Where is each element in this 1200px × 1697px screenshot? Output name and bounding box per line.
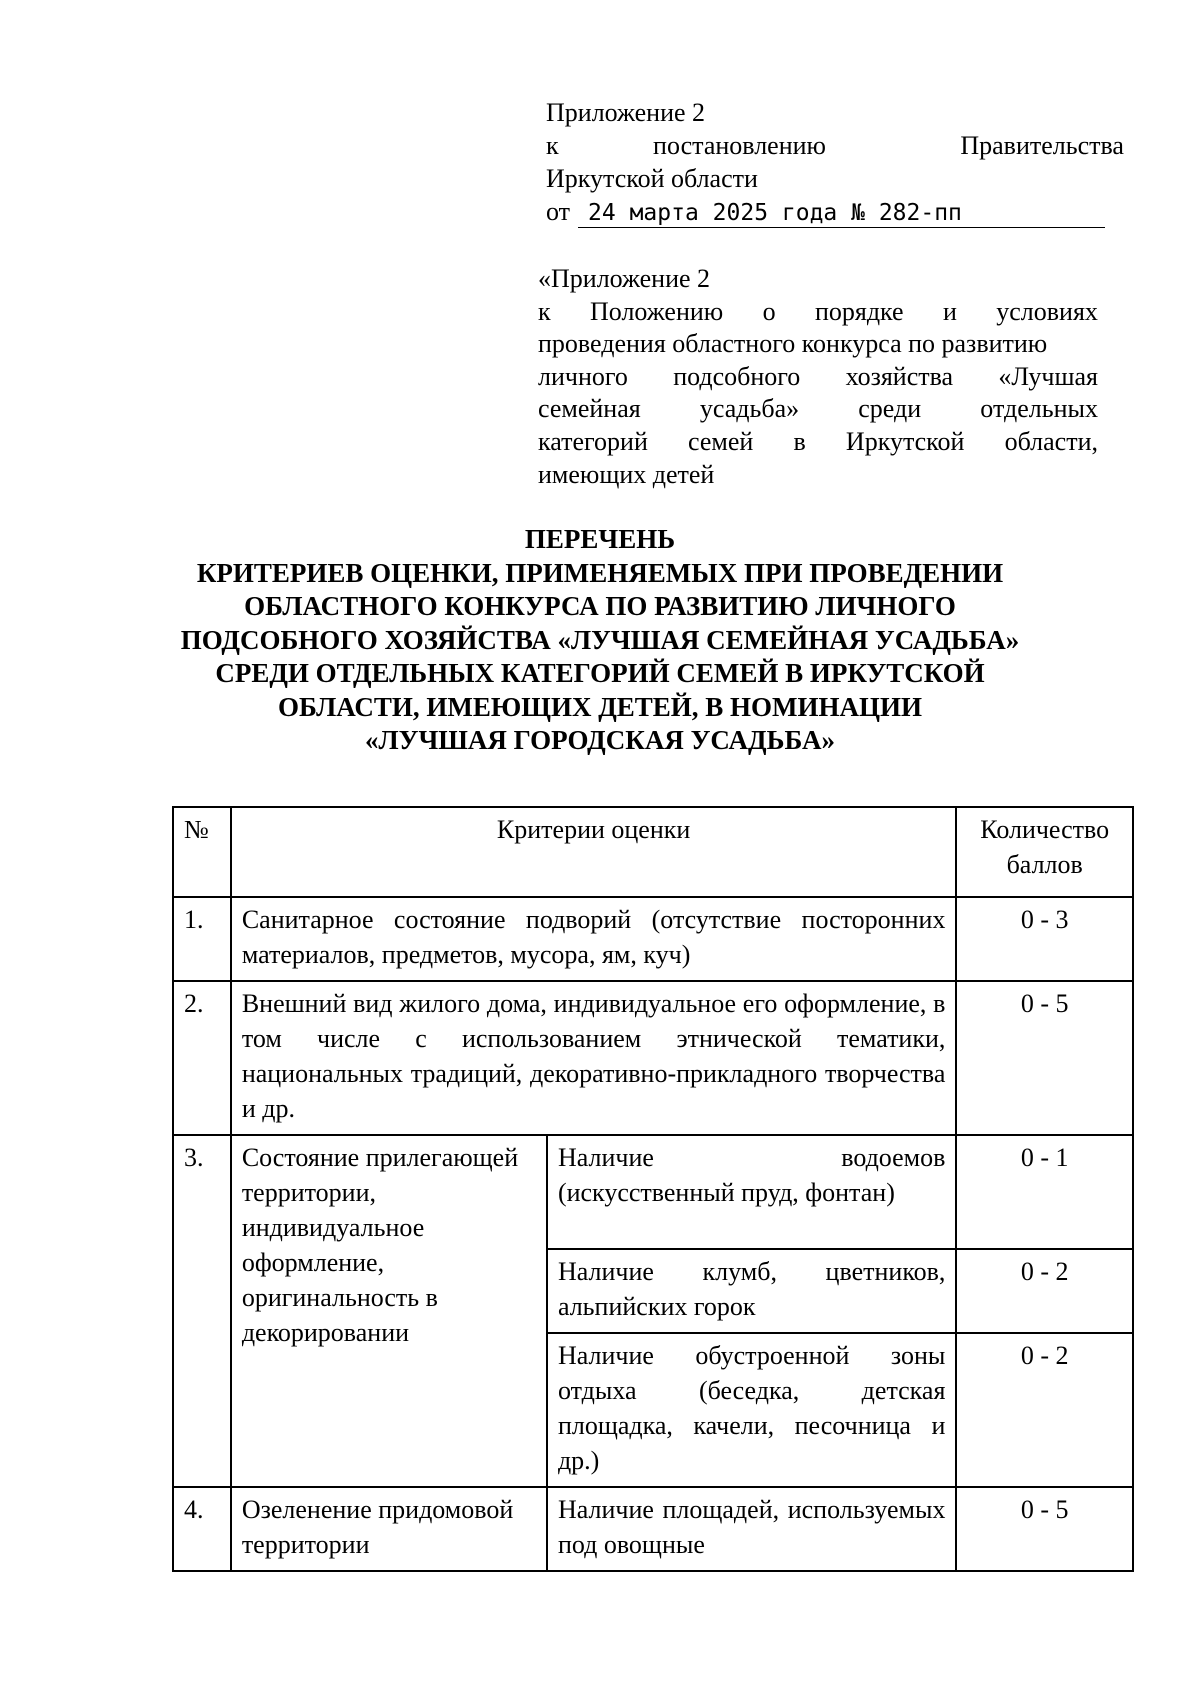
score-range: 0 - 3	[956, 897, 1133, 981]
criteria-table	[172, 806, 1134, 1572]
row-number: 4.	[173, 1487, 231, 1571]
title-line: ПОДСОБНОГО ХОЗЯЙСТВА «ЛУЧШАЯ СЕМЕЙНАЯ УСАДЬБА»	[180, 624, 1020, 655]
date-number-field: 24 марта 2025 года № 282-пп	[578, 199, 1105, 228]
date-line: от 24 марта 2025 года № 282-пп	[546, 195, 1124, 228]
row-number: 2.	[173, 981, 231, 1135]
appendix-label: Приложение 2	[546, 98, 706, 127]
col-header-number: №	[173, 807, 231, 897]
appendix2-label: «Приложение 2	[538, 264, 711, 293]
sub-criterion-text: Наличие площадей, используемых под овощные	[547, 1487, 956, 1571]
criterion-group: Озеленение придомовой территории	[231, 1487, 547, 1571]
table-row	[173, 981, 1133, 1135]
col-header-criteria: Критерии оценки	[231, 807, 957, 897]
score-range: 0 - 2	[956, 1333, 1133, 1487]
score-range: 0 - 2	[956, 1249, 1133, 1333]
title-line: ОБЛАСТНОГО КОНКУРСА ПО РАЗВИТИЮ ЛИЧНОГО	[244, 591, 956, 621]
title-line: «ЛУЧШАЯ ГОРОДСКАЯ УСАДЬБА»	[365, 725, 835, 755]
col-header-score: Количество баллов	[956, 807, 1133, 897]
appendix-line-6: категорий семей в Иркутской области,	[538, 426, 1098, 456]
appendix-line-7: имеющих детей	[538, 459, 715, 489]
table-row	[173, 1135, 1133, 1249]
document-title	[150, 523, 1050, 758]
criterion-group: Состояние прилегающей территории, индивидуальное оформление, оригинальность в декорировании	[231, 1135, 547, 1487]
title-line: ПЕРЕЧЕНЬ	[524, 524, 676, 554]
appendix-line-2: к Положению о порядке и условиях	[538, 296, 1098, 326]
sub-criterion-text: Наличие клумб, цветников, альпийских горок	[547, 1249, 956, 1333]
table-header-row	[173, 807, 1133, 897]
sub-criterion-text: Наличие обустроенной зоны отдыха (беседка, детская площадка, качели, песочница и др.)	[547, 1333, 956, 1487]
appendix-line-4: личного подсобного хозяйства «Лучшая	[538, 361, 1098, 391]
table-row	[173, 897, 1133, 981]
appendix-line-3: проведения областного конкурса по развитию	[538, 329, 1048, 359]
score-range: 0 - 5	[956, 981, 1133, 1135]
title-line: СРЕДИ ОТДЕЛЬНЫХ КАТЕГОРИЙ СЕМЕЙ В ИРКУТСКОЙ	[215, 658, 985, 688]
resolution-line: к постановлению Правительства	[546, 131, 1124, 160]
appendix-line-5: семейная усадьба» среди отдельных	[538, 394, 1098, 424]
region-line: Иркутской области	[546, 164, 758, 193]
criterion-text: Внешний вид жилого дома, индивидуальное его оформление, в том числе с использованием этнической тематики, национальных традиций, декоративно-прикладного творчества и др.	[231, 981, 957, 1135]
row-number: 3.	[173, 1135, 231, 1487]
regulation-reference	[538, 263, 1098, 491]
row-number: 1.	[173, 897, 231, 981]
title-line: ОБЛАСТИ, ИМЕЮЩИХ ДЕТЕЙ, В НОМИНАЦИИ	[277, 691, 923, 722]
title-line: КРИТЕРИЕВ ОЦЕНКИ, ПРИМЕНЯЕМЫХ ПРИ ПРОВЕДЕНИИ	[196, 557, 1004, 588]
score-range: 0 - 1	[956, 1135, 1133, 1249]
sub-criterion-text: Наличие водоемов (искусственный пруд, фонтан)	[547, 1135, 956, 1249]
score-range: 0 - 5	[956, 1487, 1133, 1571]
resolution-reference	[546, 96, 1124, 228]
table-row	[173, 1487, 1133, 1571]
criterion-text: Санитарное состояние подворий (отсутствие посторонних материалов, предметов, мусора, ям, куч)	[231, 897, 957, 981]
